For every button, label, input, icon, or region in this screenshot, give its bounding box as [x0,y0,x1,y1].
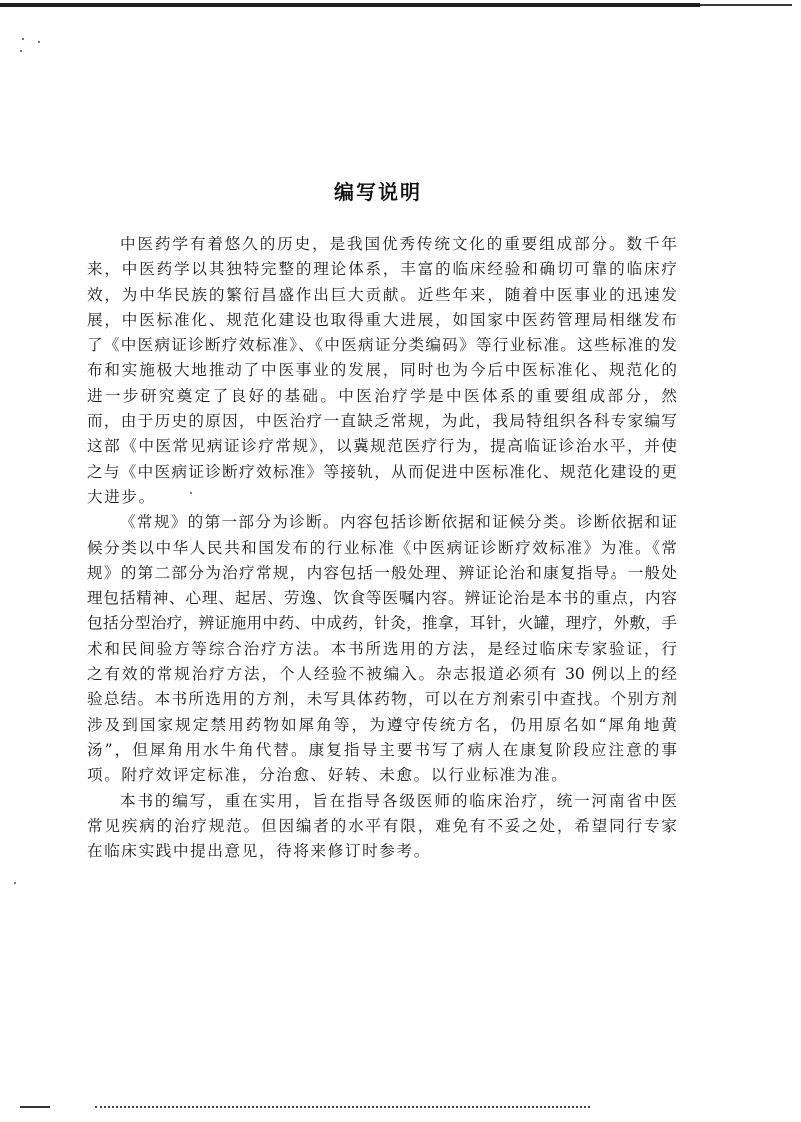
text-line: 之与《中医病证诊断疗效标准》等接轨，从而促进中医标准化、规范化建设的更 [87,462,677,481]
paragraph-purpose [87,789,677,865]
page-title: 编写说明 [334,180,422,204]
text-line: 候分类以中华人民共和国发布的行业标准《中医病证诊断疗效标准》为准。《常 [87,538,677,557]
scan-speck [20,50,22,52]
scan-bottom-line [20,1106,50,1108]
text-line: 理包括精神、心理、起居、劳逸、饮食等医嘱内容。辨证论治是本书的重点，内容 [87,589,677,608]
text-line: 了《中医病证诊断疗效标准》、《中医病证分类编码》等行业标准。这些标准的发 [87,336,677,355]
text-line: 展，中医标准化、规范化建设也取得重大进展，如国家中医药管理局相继发布 [87,310,677,329]
text-line: 中医药学有着悠久的历史，是我国优秀传统文化的重要组成部分。数千年 [120,235,677,253]
text-line: 来，中医药学以其独特完整的理论体系，丰富的临床经验和确切可靠的临床疗 [87,260,677,279]
text-line: 进一步研究奠定了良好的基础。中医治疗学是中医体系的重要组成部分，然 [87,386,677,405]
text-line: 常见疾病的治疗规范。但因编者的水平有限，难免有不妥之处，希望同行专家 [87,816,677,835]
paragraph-structure [87,510,677,788]
text-line: 大进步。 [87,487,156,506]
text-line: 效，为中华民族的繁衍昌盛作出巨大贡献。近些年来，随着中医事业的迅速发 [87,285,677,304]
text-line: 《常规》的第一部分为诊断。内容包括诊断依据和证候分类。诊断依据和证 [120,513,677,532]
text-line: 汤”，但犀角用水牛角代替。康复指导主要书写了病人在康复阶段应注意的事 [87,740,677,759]
text-line: 本书的编写，重在实用，旨在指导各级医师的临床治疗，统一河南省中医 [120,791,677,810]
text-line: 项。附疗效评定标准，分治愈、好转、未愈。以行业标准为准。 [87,766,569,785]
text-line: 在临床实践中提出意见，待将来修订时参考。 [87,842,431,861]
text-line: 而，由于历史的原因，中医治疗一直缺乏常规，为此，我局特组织各科专家编写 [87,412,677,431]
paragraph-preface-background [87,232,677,510]
scan-top-border [0,3,700,7]
text-line: 涉及到国家规定禁用药物如犀角等，为遵守传统方名，仍用原名如“犀角地黄 [87,715,677,734]
document-body [87,232,677,864]
scan-top-border-tail [700,4,792,6]
text-line: 包括分型治疗，辨证施用中药、中成药，针灸，推拿，耳针，火罐，理疗，外敷，手 [87,614,677,633]
text-line: 之有效的常规治疗方法，个人经验不被编入。杂志报道必须有 30 例以上的经 [87,665,677,684]
text-line: 验总结。本书所选用的方剂，未写具体药物，可以在方剂索引中查找。个别方剂 [87,690,677,709]
text-line: 术和民间验方等综合治疗方法。本书所选用的方法，是经过临床专家验证，行 [87,639,677,658]
scan-bottom-dashed-line [95,1106,590,1108]
text-line: 布和实施极大地推动了中医事业的发展，同时也为今后中医标准化、规范化的 [87,361,677,380]
text-line: 这部《中医常见病证诊疗常规》，以冀规范医疗行为，提高临证诊治水平，并使 [87,437,677,456]
scan-speck [38,41,40,43]
scan-speck [14,882,16,884]
text-line: 规》的第二部分为治疗常规，内容包括一般处理、辨证论治和康复指导。一般处 [87,563,677,582]
scan-speck [22,38,24,40]
